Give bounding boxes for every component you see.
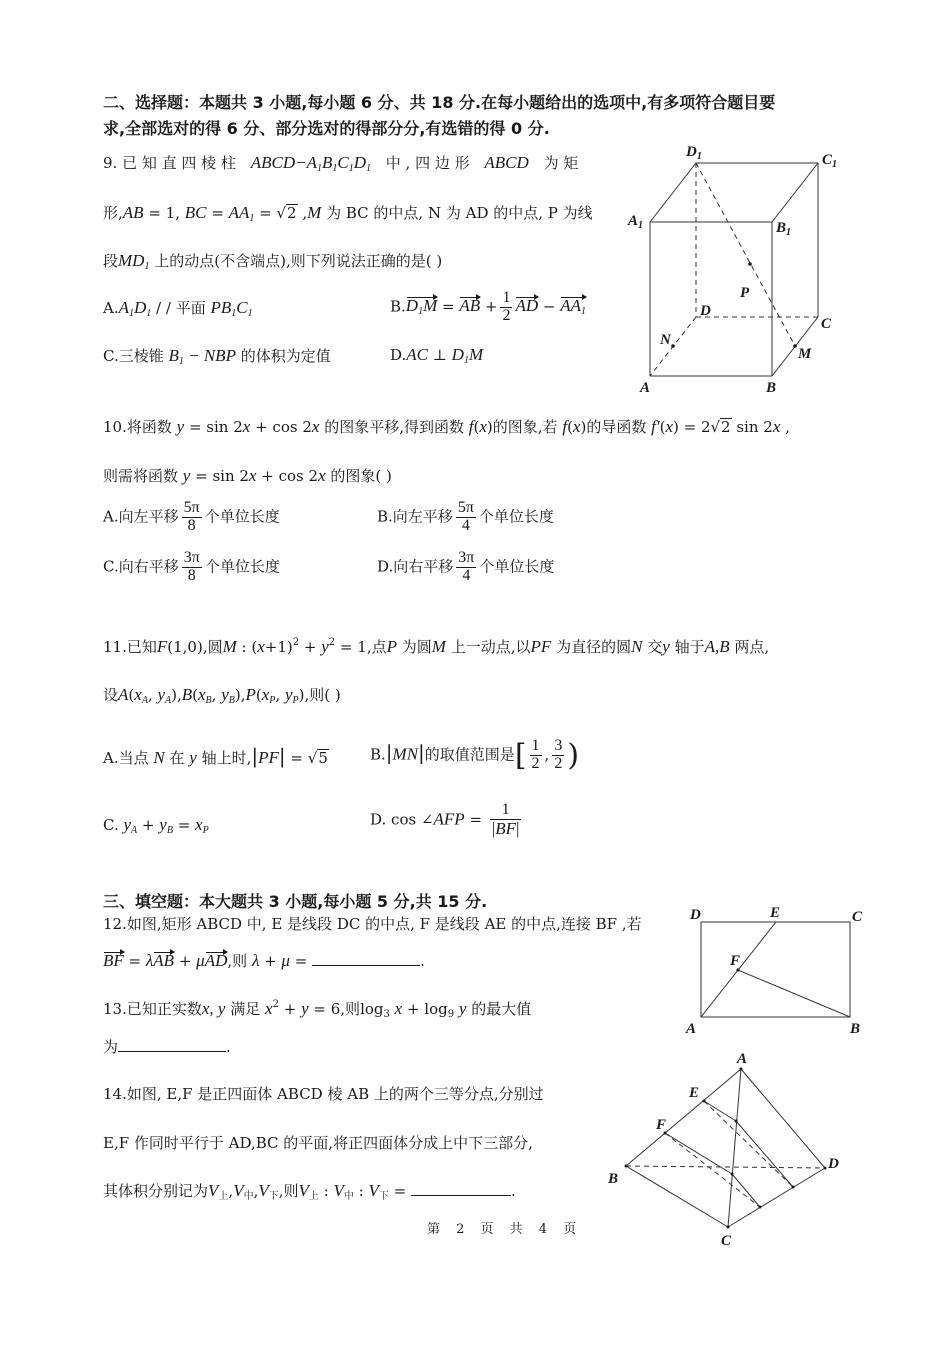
section2-heading-line1: 二、选择题：本题共 3 小题,每小题 6 分、共 18 分.在每小题给出的选项中,有多项符合题目要 — [103, 93, 776, 112]
section3-heading: 三、填空题：本大题共 3 小题,每小题 5 分,共 15 分. — [103, 892, 488, 911]
svg-text:B: B — [850, 1021, 861, 1037]
svg-text:B: B — [608, 1171, 619, 1187]
svg-text:N: N — [660, 332, 671, 348]
q12-line1: 12.如图,矩形 ABCD 中, E 是线段 DC 的中点, F 是线段 AE 的中点,连接 BF ,若 — [103, 915, 642, 933]
q11-option-d: D. cos ∠AFP = $\frac{1}{|BF|}$ — [370, 801, 520, 838]
svg-text:D: D — [828, 1156, 839, 1172]
q9-line1: 9. 已 知 直 四 棱 柱 $ABCD-A_1B_1C_1D_1$ 中 , 四 边 形 ABCD 为 矩 — [103, 153, 579, 174]
q9-prism-figure — [620, 140, 850, 400]
q13-answer-blank[interactable] — [118, 1037, 226, 1052]
q14-line3: 其体积分别记为$V_上,V_中,V_下$,则$V_上$ : $V_中$ : $V_下$ = . — [103, 1181, 516, 1202]
q9-option-a: $A.A_1D_1$ / / 平面 $PB_1C_1$ — [103, 298, 253, 319]
page-footer: 第 2 页 共 4 页 — [427, 1222, 583, 1237]
svg-text:C: C — [821, 316, 832, 332]
svg-text:A1: $A_1$ — [628, 213, 644, 231]
q9-option-c: C.三棱锥 $B_1$ − NBP 的体积为定值 — [103, 346, 331, 367]
q10-line1: 10.将函数 y = sin 2x + cos 2x 的图象平移,得到函数 f(x)的图象,若 f(x)的导函数 f′(x) = 2√2 sin 2x , — [103, 417, 790, 436]
label-d1: $D_1$ — [686, 144, 702, 162]
q12-answer-blank[interactable] — [312, 951, 420, 966]
svg-text:E: E — [689, 1085, 700, 1101]
q12-rectangle-figure — [670, 895, 870, 1040]
q9-line2: 形,AB = 1, BC = $AA_1 = √2$ ,M 为 BC 的中点, N 为 AD 的中点, P 为线 — [103, 203, 593, 224]
svg-text:E: E — [770, 905, 781, 921]
q14-tetrahedron-figure — [600, 1045, 860, 1245]
svg-text:F: F — [656, 1117, 667, 1133]
q9-line3: 段$MD_1$ 上的动点(不含端点),则下列说法正确的是( ) — [103, 251, 443, 272]
q11-option-a: A.当点 N 在 y 轴上时,|PF| = √5 — [103, 744, 328, 768]
section2-heading-line2: 求,全部选对的得 6 分、部分选对的得部分分,有选错的得 0 分. — [103, 119, 550, 138]
q14-line1: 14.如图, E,F 是正四面体 ABCD 棱 AB 上的两个三等分点,分别过 — [103, 1085, 544, 1103]
q13-line2: 为 . — [103, 1038, 231, 1056]
q11-option-b: B.|MN|的取值范围是[ $\frac{1}{2}$ , $\frac{3}{2}$ ) — [370, 737, 580, 773]
svg-text:M: M — [798, 346, 812, 362]
svg-text:P: P — [740, 285, 750, 301]
q10-option-d: D.向右平移 $\frac{3\pi}{4}$ 个单位长度 — [377, 549, 555, 584]
q12-line2: BF = λAB + μAD,则 λ + μ = . — [103, 951, 425, 970]
svg-text:F: F — [730, 953, 741, 969]
svg-text:C1: $C_1$ — [822, 152, 838, 170]
q10-option-a: A.向左平移 $\frac{5\pi}{8}$ 个单位长度 — [103, 499, 280, 534]
svg-text:B1: $B_1$ — [776, 220, 792, 238]
svg-text:D: D — [700, 303, 711, 319]
q9-option-b: $B.D_1M$ = AB + $\frac{1}{2}$ AD − $AA_1$ — [390, 289, 587, 324]
q13-line1: 13.已知正实数x, y 满足 $x^2 + y = 6$,则$\log_3 x + \log_9 y$ 的最大值 — [103, 999, 532, 1020]
svg-text:C: C — [721, 1233, 732, 1245]
svg-text:D: D — [690, 907, 701, 923]
q10-option-b: B.向左平移 $\frac{5\pi}{4}$ 个单位长度 — [377, 499, 554, 534]
svg-text:C: C — [852, 909, 863, 925]
q11-line1: 11.已知F(1,0),圆M : $(x+1)^2 + y^2 = 1$,点P 为圆M 上一动点,以PF 为直径的圆N 交y 轴于A,B 两点, — [103, 637, 770, 656]
q11-line2: 设$A(x_A$, $y_A),B(x_B$, $y_B),P(x_P$, $y_P$),则( ) — [103, 685, 341, 706]
svg-text:A: A — [737, 1051, 748, 1067]
q11-option-c: C. $y_A + y_B = x_P$ — [103, 815, 209, 836]
q10-line2: 则需将函数 y = sin 2x + cos 2x 的图象( ) — [103, 466, 392, 485]
q14-line2: E,F 作同时平行于 AD,BC 的平面,将正四面体分成上中下三部分, — [103, 1134, 533, 1152]
q14-answer-blank[interactable] — [411, 1181, 511, 1196]
q10-option-c: C.向右平移 $\frac{3\pi}{8}$ 个单位长度 — [103, 549, 280, 584]
svg-text:A: A — [686, 1021, 697, 1037]
svg-text:A: A — [640, 380, 651, 396]
svg-text:B: B — [766, 380, 777, 396]
q9-option-d: D.AC ⊥ $D_1M$ — [390, 345, 484, 366]
